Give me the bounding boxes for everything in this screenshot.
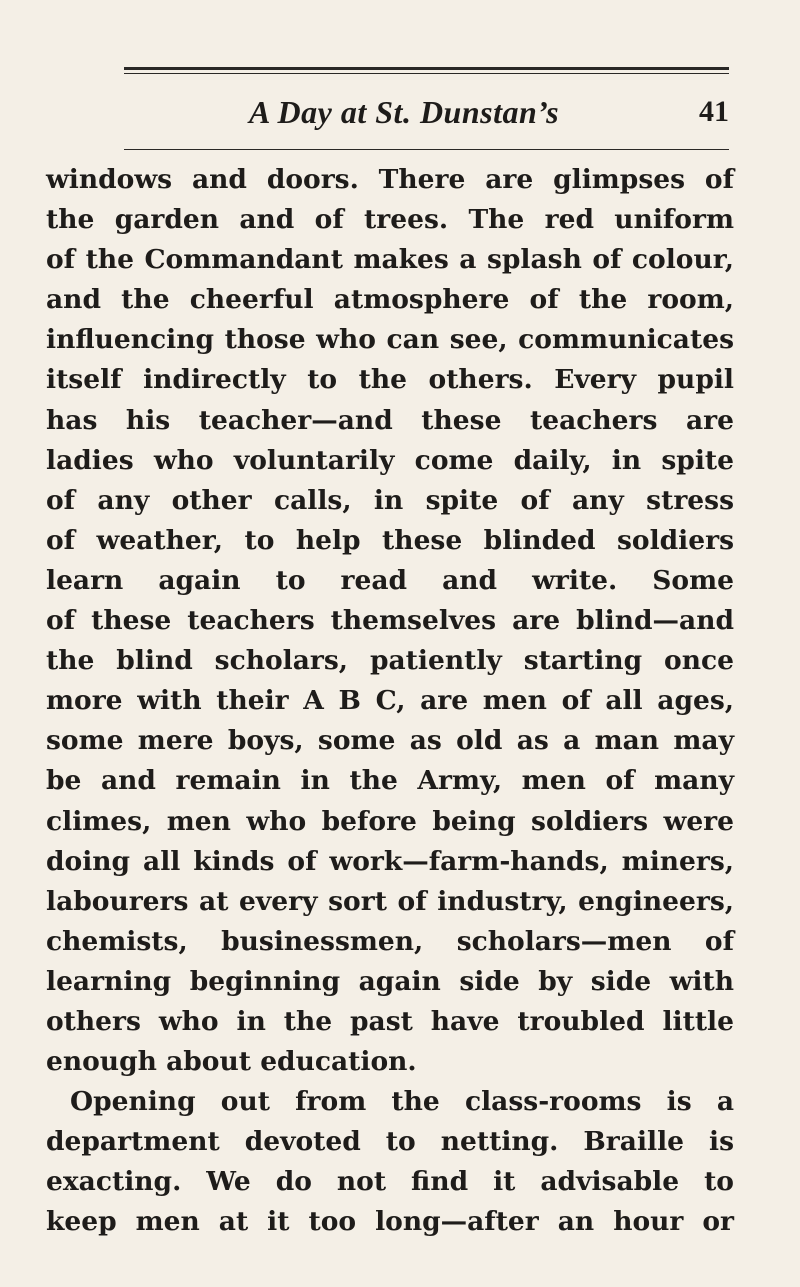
text-line: exacting. We do not find it advisable to (46, 1166, 734, 1198)
running-head-title: A Day at St. Dunstan’s (248, 94, 560, 130)
text-line: climes, men who before being soldiers were (46, 805, 734, 837)
text-line: learning beginning again side by side with (46, 965, 734, 997)
page-number: 41 (699, 95, 729, 128)
text-line: of the Commandant makes a splash of colour, (46, 244, 734, 276)
text-line: learn again to read and write. Some (46, 564, 734, 596)
text-line: the garden and of trees. The red uniform (46, 204, 734, 236)
text-line: chemists, businessmen, scholars—men of (46, 925, 734, 957)
body-text (46, 160, 734, 1243)
text-line-paragraph-start: Opening out from the class-rooms is a (70, 1086, 734, 1118)
text-line: has his teacher—and these teachers are (46, 404, 734, 436)
header-rule-thick (124, 67, 729, 70)
text-line: and the cheerful atmosphere of the room, (46, 284, 734, 316)
text-line: more with their A B C, are men of all ages, (46, 685, 734, 717)
text-line: the blind scholars, patiently starting once (46, 645, 734, 677)
text-line: influencing those who can see, communicates (46, 324, 734, 356)
text-line: itself indirectly to the others. Every pupil (46, 364, 734, 396)
text-line: of weather, to help these blinded soldiers (46, 524, 734, 556)
text-line: be and remain in the Army, men of many (46, 765, 734, 797)
text-line-paragraph-end: enough about education. (46, 1046, 417, 1078)
text-line: labourers at every sort of industry, engineers, (46, 885, 734, 917)
header-rule-thin (124, 73, 729, 74)
header-rule-bottom (124, 149, 729, 150)
text-line: of any other calls, in spite of any stress (46, 484, 734, 516)
text-line: department devoted to netting. Braille is (46, 1126, 734, 1158)
text-line: ladies who voluntarily come daily, in spite (46, 444, 734, 476)
text-line: windows and doors. There are glimpses of (46, 164, 734, 195)
text-line: keep men at it too long—after an hour or (46, 1206, 734, 1238)
text-line: doing all kinds of work—farm-hands, miners, (46, 845, 734, 877)
text-line: others who in the past have troubled little (46, 1005, 734, 1037)
text-line: some mere boys, some as old as a man may (46, 725, 734, 757)
running-head (124, 90, 729, 134)
text-line: of these teachers themselves are blind—and (46, 605, 734, 637)
